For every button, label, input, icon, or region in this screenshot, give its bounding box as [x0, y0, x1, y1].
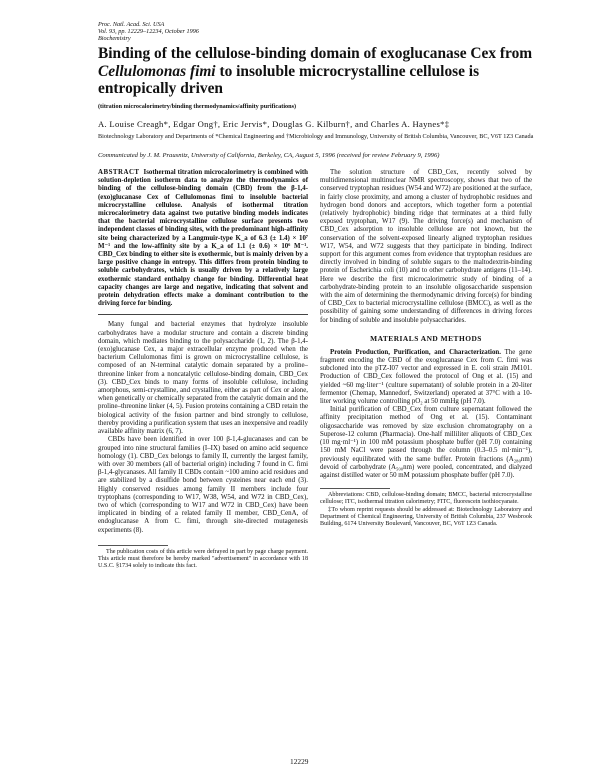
title-line-1: Binding of the cellulose-binding domain of exoglucanase Cex from [98, 45, 533, 62]
right-column [320, 169, 532, 528]
author-list: A. Louise Creagh*, Edgar Ong†, Eric Jervis*, Douglas G. Kilburn†, and Charles A. Haynes*‡ [98, 119, 450, 129]
abstract [98, 169, 308, 308]
volume-line: Vol. 93, pp. 12229–12234, October 1996 [98, 28, 199, 36]
article-title [98, 45, 568, 98]
section-name: Biochemistry [98, 35, 131, 43]
correspondence-footnote: ‡To whom reprint requests should be addressed at: Biotechnology Laboratory and Department of Chemical Engineering, University of British Columbia, 237 Wesbrook Building, 6174 University Boulevard, Vancouver, BC, V6T 1Z3 Canada. [320, 506, 532, 527]
methods-text-1: The gene fragment encoding the CBD of the exoglucanase Cex from C. fimi was subcloned into the pTZ-I07 vector and expressed in E. coli strain JM101. Production of CBD_Cex followed the protocol of Ong et al. (15) and yielded ~60 mg·liter⁻¹ (culture supernatant) of soluble protein in a 20-liter fermentor (Chemap, Mannedorf, Switzerland) operated at 37°C with a 10-liter working volume controlling pO₂ at 50 mmHg (pH 7.0). [320, 348, 532, 406]
abbreviations-footnote: Abbreviations: CBD, cellulose-binding domain; BMCC, bacterial microcrystalline cellulose; ITC, isothermal titration calorimetry; FITC, fluorescein isothiocyanate. [320, 492, 532, 506]
abstract-label: ABSTRACT [98, 169, 140, 176]
title-line-3: entropically driven [98, 80, 223, 97]
methods-subheading: Protein Production, Purification, and Characterization. [330, 348, 501, 356]
intro-paragraph-2: CBDs have been identified in over 100 β-1,4-glucanases and can be grouped into nine structural families (I–IX) based on amino acid sequence homology (1). CBD_Cex belongs to family II, currently the largest family, with over 30 members (all of bacterial origin) including 7 found in C. fimi β-1,4-glycanases. All family II CBDs contain ~100 amino acid residues and are stabilized by a disulfide bond between cysteines near each end (3). Highly conserved residues among family II members include four tryptophans (corresponding to W17, W38, W54, and W72 in CBD_Cex), two of which (corresponding to W17 and W72 in CBD_Cex) have been implicated in binding of a related family II member, CBD_CenA, of endoglucanase A from C. fimi, through site-directed mutagenesis experiments (8). [98, 436, 308, 534]
footnote-divider [98, 545, 168, 546]
journal-name: Proc. Natl. Acad. Sci. USA [98, 21, 165, 28]
methods-paragraph-1 [320, 349, 532, 406]
abstract-divider [98, 314, 308, 315]
methods-paragraph-2: Initial purification of CBD_Cex from culture supernatant followed the affinity precipitation method of Ong et al. (15). Contaminant oligosaccharide was removed by size exclusion chromatography on a Superose-12 column (Pharmacia). One-half milliliter aliquots of CBD_Cex (10 mg·ml⁻¹) in 100 mM potassium phosphate buffer (pH 7.0) containing 150 mM NaCl were passed through the column (0.3–0.5 ml·min⁻¹), previously equilibrated with the same buffer. Protein fractions (A₂₈₀nm) devoid of carbohydrate (A₅₀₀nm) were pooled, concentrated, and dialyzed against distilled water or 50 mM potassium phosphate buffer (pH 7.0). [320, 406, 532, 479]
page-number: 12229 [290, 757, 309, 766]
title-line-2: to insoluble microcrystalline cellulose is [215, 62, 480, 80]
section-heading-methods: MATERIALS AND METHODS [370, 333, 482, 343]
abstract-text: Isothermal titration microcalorimetry is combined with solution-depletion isotherm data to analyze the thermodynamics of binding of the cellulose-binding domain (CBD) from the β-1,4-(exo)glucanase Cex of Cellulomonas fimi to insoluble bacterial microcrystalline cellulose. Analysis of isothermal titration microcalorimetry data against two putative binding models indicates that the bacterial microcrystalline cellulose surface presents two independent classes of binding sites, with the predominant high-affinity site being characterized by a Langmuir-type K_a of 6.3 (± 1.4) × 10⁷ M⁻¹ and the low-affinity site by a K_a of 1.1 (± 0.6) × 10⁶ M⁻¹. CBD_Cex binding to either site is exothermic, but is mainly driven by a large positive change in entropy. This differs from protein binding to soluble carbohydrates, which is usually driven by a relatively large exothermic standard enthalpy change for binding. Differential heat capacity changes are large and negative, indicating that solvent and protein dehydration effects make a dominant contribution to the driving force for binding. [98, 169, 308, 308]
running-header [98, 21, 199, 43]
footnote-divider [320, 488, 390, 489]
affiliation: Biotechnology Laboratory and Departments of *Chemical Engineering and †Microbiology and Immunology, University of British Columbia, Vancouver, BC, V6T 1Z3 Canada [98, 133, 534, 140]
publication-cost-footnote: The publication costs of this article were defrayed in part by page charge payment. This article must therefore be hereby marked "advertisement" in accordance with 18 U.S.C. §1734 solely to indicate this fact. [98, 548, 308, 570]
keywords: (titration microcalorimetry/binding thermodynamics/affinity purifications) [98, 103, 297, 110]
intro-paragraph-3: The solution structure of CBD_Cex, recently solved by multidimensional multinuclear NMR spectroscopy, shows that two of the conserved tryptophan residues (W54 and W72) are positioned at the surface, in fairly close proximity, and among a cluster of hydrophobic residues and hydrogen bond donors and acceptors, which together form a potential (relatively hydrophobic) binding ridge that terminates at a third fully exposed tryptophan, W17 (9). The driving force(s) and mechanism of CBD_Cex adsorption to insoluble cellulose are not known, but the conservation of the solvent-exposed linearly aligned tryptophan residues W17, W54, and W72 suggests that they participate in binding. Indirect support for this argument comes from evidence that tryptophan residues are directly involved in binding of soluble sugars to the maltodextrin-binding protein of Escherichia coli (10) and to other carbohydrate antigens (11–14). Here we describe the first microcalorimetric study of binding of a carbohydrate-binding protein to an insoluble oligosaccharide suspension with the aim of determining the thermodynamic driving force(s) for binding of CBD_Cex to bacterial microcrystalline cellulose (BMCC), as well as the possibility of gaining some understanding of differences in driving forces for binding of soluble and insoluble polysaccharides. [320, 169, 532, 324]
title-organism: Cellulomonas fimi [98, 62, 216, 80]
communicated-by: Communicated by J. M. Prausnitz, University of California, Berkeley, CA, August 5, 1996 (received for review February 9, 1996) [98, 152, 440, 159]
left-column [98, 169, 308, 570]
intro-paragraph-1: Many fungal and bacterial enzymes that hydrolyze insoluble carbohydrates have a modular structure and contain a discrete binding domain, which mediates binding to the polysaccharide (1, 2). The β-1,4-(exo)glucanase Cex, a major extracellular enzyme produced when the bacterium Cellulomonas fimi is grown on microcrystalline cellulose, is composed of an N-terminal catalytic domain separated by a proline–threonine linker from a noncatalytic cellulose-binding domain, CBD_Cex (3). CBD_Cex binds to many forms of insoluble cellulose, including amorphous, semi-crystalline, and crystalline, either as part of Cex or alone, when genetically or chemically separated from the catalytic domain and the proline–threonine linker (4, 5). Fusion proteins containing a CBD retain the biological activity of the fusion partner and bind strongly to cellulose, thereby providing a purification system that uses an inexpensive and readily available affinity matrix (6, 7). [98, 321, 308, 436]
